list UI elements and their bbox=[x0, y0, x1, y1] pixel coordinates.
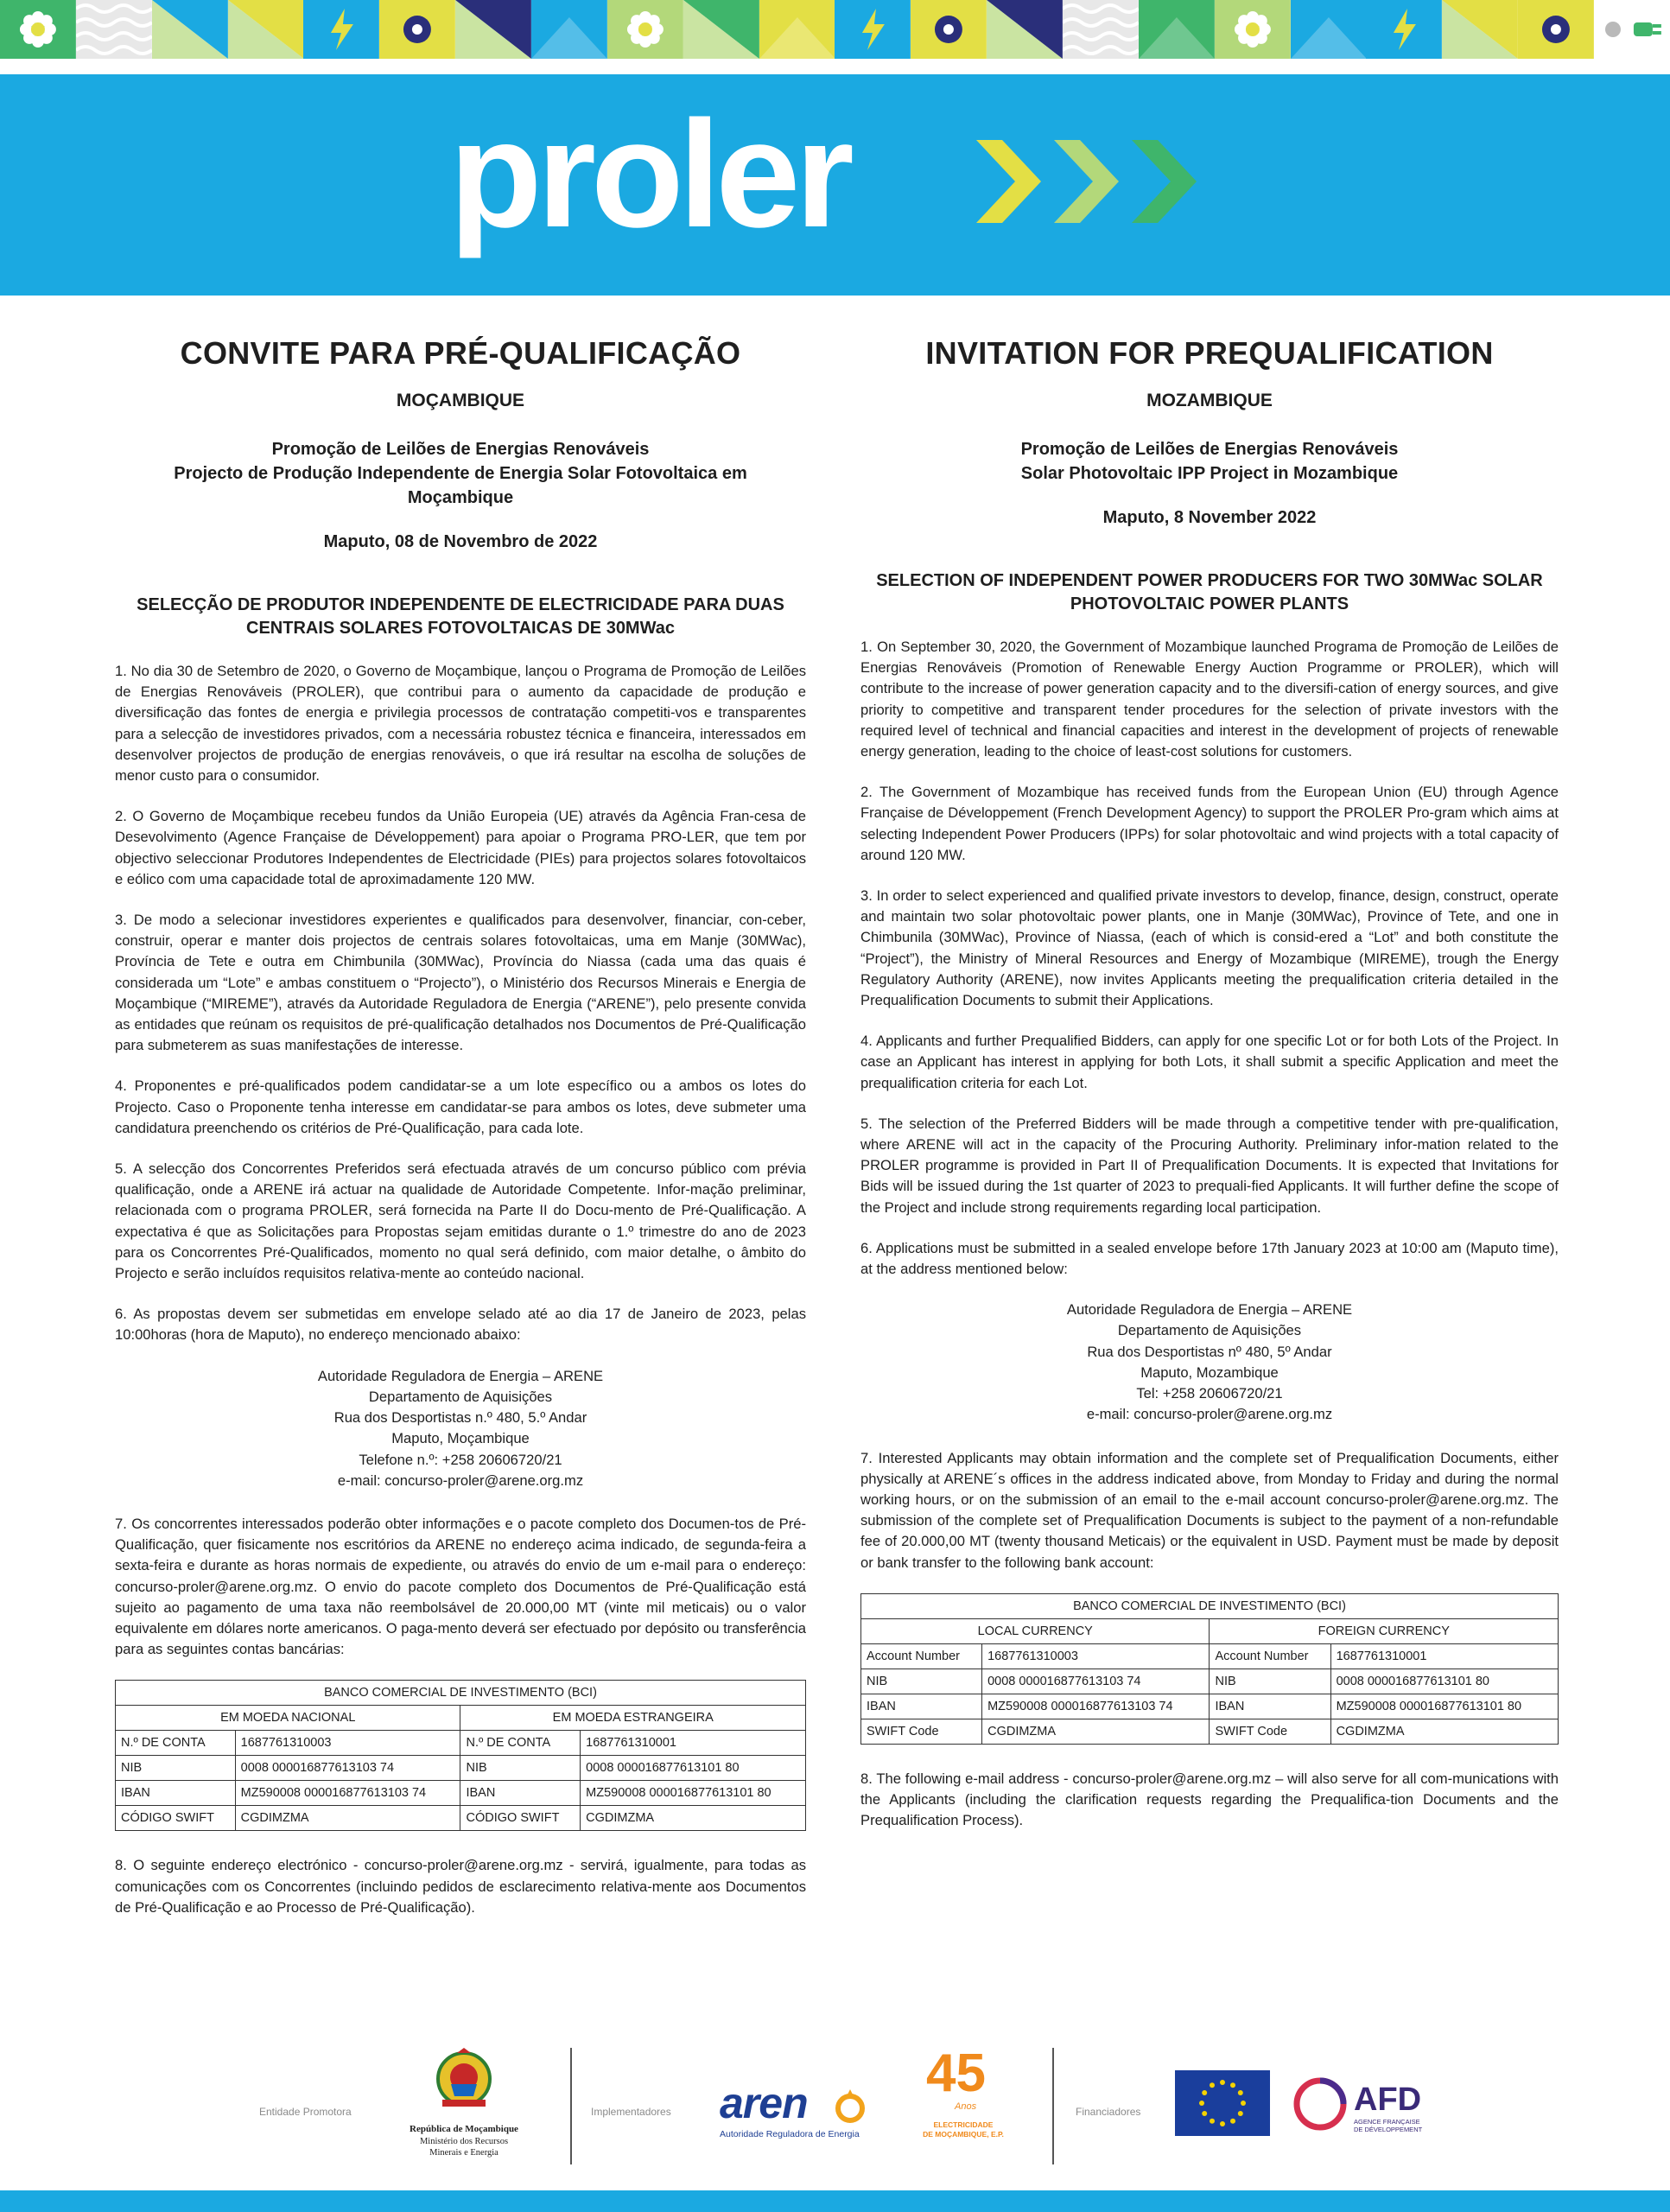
table-cell: N.º DE CONTA bbox=[460, 1731, 581, 1756]
flower-icon bbox=[1215, 0, 1291, 59]
en-address-line: Rua dos Desportistas nº 480, 5º Andar bbox=[1087, 1343, 1332, 1360]
foreign-currency-header: EM MOEDA ESTRANGEIRA bbox=[460, 1706, 806, 1731]
target-circle-icon bbox=[1518, 0, 1594, 59]
table-cell: 0008 000016877613103 74 bbox=[235, 1756, 460, 1781]
lightning-bolt-icon bbox=[303, 0, 379, 59]
mozambique-emblem-icon bbox=[434, 2046, 494, 2115]
afd-subtitle bbox=[1354, 2118, 1422, 2133]
waves-icon bbox=[76, 0, 152, 59]
table-cell: MZ590008 000016877613101 80 bbox=[1330, 1694, 1558, 1719]
table-cell: Account Number bbox=[861, 1643, 982, 1669]
color-block-icon bbox=[1291, 0, 1367, 59]
table-row bbox=[116, 1781, 806, 1806]
en-paragraph-7: 7. Interested Applicants may obtain information and the complete set of Prequalification Documents, either physically at ARENE´s offices in the address indicated above, from Monday to Friday and during the normal working hours, or on the submission of an email to the e-mail account concurso-proler@arene.org.mz. The submission of the complete set of Prequalification Documents is subject to the payment of a non-refundable fee of 20.000,00 MT (twenty thousand Meticais) or the equivalent in USD. Payment must be made by deposit or bank transfer to the following bank account: bbox=[860, 1449, 1559, 1571]
table-cell: N.º DE CONTA bbox=[116, 1731, 236, 1756]
triangle-pattern-icon bbox=[152, 0, 228, 59]
arene-sun-icon bbox=[831, 2088, 869, 2126]
table-cell: CÓDIGO SWIFT bbox=[460, 1806, 581, 1831]
pt-subtitle bbox=[115, 437, 806, 510]
en-country: MOZAMBIQUE bbox=[1146, 391, 1273, 410]
en-heading bbox=[860, 569, 1559, 616]
table-cell: CÓDIGO SWIFT bbox=[116, 1806, 236, 1831]
table-cell: IBAN bbox=[116, 1781, 236, 1806]
eu-flag-icon bbox=[1175, 2070, 1270, 2136]
ministry-line: Ministério dos Recursos bbox=[419, 2137, 509, 2146]
republic-label: República de Moçambique bbox=[410, 2124, 518, 2134]
pt-address-line: Departamento de Aquisições bbox=[368, 1388, 553, 1405]
divider bbox=[570, 2048, 572, 2164]
en-paragraph-5: 5. The selection of the Preferred Bidders will be made through a competitive tender with pre-qualification, where ARENE will act in the capacity of the Procuring Authority. Preliminary infor-mation related to the PROLER programme is provided in Part II of Prequalification Documents. It is expected that Invitations for Bids will be issued during the 1st quarter of 2023 to prequali-fied Applicants. It will further define the scope of the Project and include strong requirements regarding local participation. bbox=[860, 1115, 1559, 1216]
table-cell: Account Number bbox=[1210, 1643, 1330, 1669]
bottom-bar bbox=[0, 2190, 1670, 2212]
local-currency-header: LOCAL CURRENCY bbox=[861, 1618, 1210, 1643]
pt-address-block bbox=[115, 1366, 806, 1491]
table-cell: CGDIMZMA bbox=[581, 1806, 806, 1831]
pt-paragraph-8: 8. O seguinte endereço electrónico - concurso-proler@arene.org.mz - servirá, igualmente, para todas as comunicações com os Concorrentes (incluindo pedidos de esclarecimento relativa-mente aos Documentos de Pré-Qualificação e ao Processo de Pré-Qualificação). bbox=[115, 1857, 806, 1916]
en-address-line: Departamento de Aquisições bbox=[1117, 1322, 1302, 1339]
table-row bbox=[861, 1694, 1559, 1719]
en-address-email: e-mail: concurso-proler@arene.org.mz bbox=[1086, 1406, 1333, 1423]
pt-country: MOÇAMBIQUE bbox=[396, 391, 525, 410]
triangle-pattern-icon bbox=[987, 0, 1063, 59]
pt-paragraph-3: 3. De modo a selecionar investidores experientes e qualificados para desenvolver, financiar, con-ceber, construir, operar e manter dois projectos de centrais solares fotovoltaicas, uma em Manje (30MWac), Província de Tete e outra em Chimbunila (30MWac), Província do Niassa (cada uma das quais é considerada um “Lote” e ambas constituem o “Projecto”), o Ministério dos Recursos Minerais e Energia de Moçambique (“MIREME”), através da Autoridade Reguladora de Energia (“ARENE”), pelo presente convida as entidades que reúnam os requisitos de pré-qualificação detalhados nos Documentos de Pré-Qualificação para submeterem as suas manifestações de interesse. bbox=[115, 912, 806, 1054]
table-row bbox=[116, 1731, 806, 1756]
table-cell: CGDIMZMA bbox=[235, 1806, 460, 1831]
arene-subtitle: Autoridade Reguladora de Energia bbox=[720, 2129, 860, 2139]
pt-paragraph-5: 5. A selecção dos Concorrentes Preferidos será efectuada através de um concurso público com prévia qualificação, onde a ARENE irá actuar na qualidade de Autoridade Competente. Infor-mação preliminar, relacionada com o programa PROLER, será fornecida na Parte II do Docu-mento de Pré-Qualificação. A expectativa é que as Solicitações para Propostas sejam emitidas durante o 1.º trimestre do ano de 2023 para os Concorrentes Pré-Qualificados, momento no qual será definido, com maior detalhe, o âmbito do Projecto e serão incluídos requisitos relativa-mente ao conteúdo nacional. bbox=[115, 1160, 806, 1282]
lightning-bolt-icon bbox=[1366, 0, 1442, 59]
table-cell: 1687761310001 bbox=[581, 1731, 806, 1756]
flower-icon bbox=[607, 0, 683, 59]
edm-label bbox=[898, 2120, 1028, 2139]
english-column bbox=[860, 335, 1559, 1851]
en-subtitle-line: Promoção de Leilões de Energias Renováveis bbox=[1020, 440, 1399, 459]
en-subtitle-line: Solar Photovoltaic IPP Project in Mozambique bbox=[1020, 464, 1399, 483]
afd-subtitle-line: AGENCE FRANÇAISE bbox=[1354, 2118, 1420, 2126]
promoter-label: Entidade Promotora bbox=[259, 2106, 352, 2118]
pt-address-line: Maputo, Moçambique bbox=[391, 1430, 530, 1447]
plug-icon bbox=[1594, 0, 1670, 59]
pt-paragraph-7: 7. Os concorrentes interessados poderão obter informações e o pacote completo dos Documen-tos de Pré-Qualificação, quer fisicamente nos escritórios da ARENE no endereço acima indicado, de segunda-feira a sexta-feira e durante as horas normais de expediente, ou através do envio de um e-mail para o endereço: concurso-proler@arene.org.mz. O envio do pacote completo dos Documentos de Pré-Qualificação está sujeito ao pagamento de uma taxa não reembolsável de 20.000,00 MT (vinte mil meticais) ou o valor equivalente em dólares norte americanos. O paga-mento deverá ser efectuado por depósito ou transferência para as seguintes contas bancárias: bbox=[115, 1515, 806, 1658]
table-cell: 1687761310003 bbox=[982, 1643, 1210, 1669]
triangle-pattern-icon bbox=[455, 0, 531, 59]
triangle-pattern-icon bbox=[1442, 0, 1518, 59]
triangle-pattern-icon bbox=[228, 0, 304, 59]
en-address-line: Maputo, Mozambique bbox=[1140, 1363, 1279, 1381]
table-cell: MZ590008 000016877613101 80 bbox=[581, 1781, 806, 1806]
table-row bbox=[116, 1806, 806, 1831]
en-address-line: Tel: +258 20606720/21 bbox=[1136, 1385, 1283, 1402]
afd-ring-icon bbox=[1290, 2074, 1350, 2134]
table-cell: MZ590008 000016877613103 74 bbox=[982, 1694, 1210, 1719]
color-block-icon bbox=[759, 0, 835, 59]
table-row bbox=[116, 1756, 806, 1781]
decorative-pattern-strip bbox=[0, 0, 1670, 59]
waves-icon bbox=[1063, 0, 1139, 59]
table-cell: NIB bbox=[460, 1756, 581, 1781]
table-cell: 1687761310001 bbox=[1330, 1643, 1558, 1669]
table-row bbox=[861, 1643, 1559, 1669]
bank-title: BANCO COMERCIAL DE INVESTIMENTO (BCI) bbox=[861, 1593, 1559, 1618]
foreign-currency-header: FOREIGN CURRENCY bbox=[1210, 1618, 1559, 1643]
en-paragraph-3: 3. In order to select experienced and qualified private investors to develop, finance, design, construct, operate and maintain two solar photovoltaic power plants, one in Manje (30MWac), Province of Tete, and one in Chimbunila (30MWac), Province of Niassa, (each of which is consid-ered a “Lot” and both constitute the “Project”), the Ministry of Mineral Resources and Energy of Mozambique (MIREME), trough the Energy Regulatory Authority (ARENE), now invites Applicants meeting the prequalification criteria detailed in the Prequalification Documents to submit their Applications. bbox=[860, 887, 1559, 1009]
edm-line: ELECTRICIDADE bbox=[933, 2120, 994, 2129]
pt-heading-line: CENTRAIS SOLARES FOTOVOLTAICAS DE 30MWac bbox=[246, 619, 675, 638]
table-cell: IBAN bbox=[861, 1694, 982, 1719]
implementers-label: Implementadores bbox=[591, 2106, 671, 2118]
edm-45-logo: 45 bbox=[926, 2044, 986, 2103]
table-cell: SWIFT Code bbox=[861, 1719, 982, 1744]
pt-subtitle-line: Moçambique bbox=[407, 488, 514, 507]
ministry-line: Minerais e Energia bbox=[429, 2148, 498, 2158]
pt-address-email: e-mail: concurso-proler@arene.org.mz bbox=[337, 1471, 584, 1489]
local-currency-header: EM MOEDA NACIONAL bbox=[116, 1706, 460, 1731]
chevron-arrows-icon bbox=[972, 130, 1222, 233]
table-cell: CGDIMZMA bbox=[982, 1719, 1210, 1744]
edm-anos-label: Anos bbox=[955, 2101, 977, 2112]
en-paragraph-8: 8. The following e-mail address - concurso-proler@arene.org.mz – will also serve for all com-munications with the Applicants (including the clarification requests regarding the Prequalifica-tion Documents and the Prequalification Process). bbox=[860, 1770, 1559, 1829]
en-paragraph-6: 6. Applications must be submitted in a sealed envelope before 17th January 2023 at 10:00 am (Maputo time), at the address mentioned below: bbox=[860, 1239, 1559, 1278]
flower-icon bbox=[0, 0, 76, 59]
bank-title: BANCO COMERCIAL DE INVESTIMENTO (BCI) bbox=[116, 1681, 806, 1706]
pt-subtitle-line: Promoção de Leilões de Energias Renováveis bbox=[271, 440, 650, 459]
pt-paragraph-4: 4. Proponentes e pré-qualificados podem candidatar-se a um lote específico ou a ambos os lotes do Projecto. Caso o Proponente tenha interesse em candidatar-se para ambos os lotes, deve submeter uma candidatura preenchendo os critérios de Pré-Qualificação, para cada lote. bbox=[115, 1077, 806, 1136]
table-row bbox=[861, 1719, 1559, 1744]
en-address-line: Autoridade Reguladora de Energia – ARENE bbox=[1066, 1301, 1353, 1319]
table-cell: IBAN bbox=[1210, 1694, 1330, 1719]
financers-label: Financiadores bbox=[1076, 2106, 1141, 2118]
table-cell: SWIFT Code bbox=[1210, 1719, 1330, 1744]
en-paragraph-1: 1. On September 30, 2020, the Government of Mozambique launched Programa de Promoção de Leilões de Energias Renováveis (Promotion of Renewable Energy Auction Programme or PROLER), which will contribute to the increase of power generation capacity and to the diversifi-cation of energy sources, and give priority to competitive and transparent tender procedures for the selection of private investors with the required level of technical and financial capacities and interest in the development of projects of renewable energy generation, leading to the choice of least-cost solutions for customers. bbox=[860, 639, 1559, 760]
pt-subtitle-line: Projecto de Produção Independente de Energia Solar Fotovoltaica em bbox=[174, 464, 747, 483]
edm-line: DE MOÇAMBIQUE, E.P. bbox=[923, 2130, 1004, 2139]
arene-logo-text: aren bbox=[720, 2079, 808, 2127]
afd-subtitle-line: DE DÉVELOPPEMENT bbox=[1354, 2126, 1423, 2133]
pt-address-line: Telefone n.º: +258 20606720/21 bbox=[359, 1451, 562, 1468]
pt-paragraph-6: 6. As propostas devem ser submetidas em envelope selado até ao dia 17 de Janeiro de 2023, pelas 10:00horas (hora de Maputo), no endereço mencionado abaixo: bbox=[115, 1306, 806, 1344]
en-paragraph-2: 2. The Government of Mozambique has received funds from the European Union (EU) through Agence Française de Développement (French Development Agency) to support the PROLER Pro-gram which aims at selecting Independent Power Producers (IPPs) for solar photovoltaic and wind projects with a total capacity of around 120 MW. bbox=[860, 784, 1559, 863]
pt-address-line: Autoridade Reguladora de Energia – ARENE bbox=[317, 1367, 604, 1384]
pt-bank-table bbox=[115, 1680, 806, 1831]
en-heading-line: SELECTION OF INDEPENDENT POWER PRODUCERS FOR TWO 30MWac SOLAR bbox=[876, 571, 1543, 590]
en-paragraph-4: 4. Applicants and further Prequalified Bidders, can apply for one specific Lot or for both Lots of the Project. In case an Applicant has interest in applying for both Lots, it shall submit a specific Application and meet the prequalification criteria for each Lot. bbox=[860, 1033, 1559, 1091]
divider bbox=[1052, 2048, 1054, 2164]
pt-date: Maputo, 08 de Novembro de 2022 bbox=[323, 532, 598, 551]
proler-logo-text: proler bbox=[449, 90, 849, 259]
pt-paragraph-1: 1. No dia 30 de Setembro de 2020, o Governo de Moçambique, lançou o Programa de Promoção de Leilões de Energias Renováveis (PROLER), que contribui para o aumento da capacidade de produção e diversificação das fontes de energia e privilegia processos de contratação competiti-vos e transparentes para a selecção de investidores privados, com a necessária robustez técnica e financeira, interessados em desenvolver projectos de produção de energias renováveis, o que irá resultar na escolha de soluções de menor custo para o consumidor. bbox=[115, 663, 806, 785]
table-cell: NIB bbox=[1210, 1669, 1330, 1694]
table-row bbox=[861, 1669, 1559, 1694]
color-block-icon bbox=[1139, 0, 1215, 59]
table-cell: CGDIMZMA bbox=[1330, 1719, 1558, 1744]
en-date: Maputo, 8 November 2022 bbox=[1102, 508, 1317, 527]
table-cell: NIB bbox=[116, 1756, 236, 1781]
en-title: INVITATION FOR PREQUALIFICATION bbox=[925, 335, 1494, 371]
table-cell: 1687761310003 bbox=[235, 1731, 460, 1756]
lightning-bolt-icon bbox=[835, 0, 911, 59]
ministry-label bbox=[399, 2136, 529, 2158]
target-circle-icon bbox=[911, 0, 987, 59]
pt-heading-line: SELECÇÃO DE PRODUTOR INDEPENDENTE DE ELECTRICIDADE PARA DUAS bbox=[137, 595, 784, 614]
table-cell: MZ590008 000016877613103 74 bbox=[235, 1781, 460, 1806]
table-cell: NIB bbox=[861, 1669, 982, 1694]
portuguese-column bbox=[115, 335, 806, 1938]
en-subtitle bbox=[860, 437, 1559, 486]
footer-logos bbox=[0, 2039, 1670, 2190]
triangle-pattern-icon bbox=[683, 0, 759, 59]
table-cell: IBAN bbox=[460, 1781, 581, 1806]
table-cell: 0008 000016877613101 80 bbox=[1330, 1669, 1558, 1694]
en-address-block bbox=[860, 1300, 1559, 1425]
pt-title: CONVITE PARA PRÉ-QUALIFICAÇÃO bbox=[180, 335, 741, 371]
table-cell: 0008 000016877613103 74 bbox=[982, 1669, 1210, 1694]
color-block-icon bbox=[531, 0, 607, 59]
pt-heading bbox=[115, 594, 806, 640]
en-bank-table bbox=[860, 1593, 1559, 1745]
afd-logo-text: AFD bbox=[1354, 2082, 1422, 2118]
target-circle-icon bbox=[379, 0, 455, 59]
pt-paragraph-2: 2. O Governo de Moçambique recebeu fundos da União Europeia (UE) através da Agência Fran-cesa de Desevolvimento (Agence Française de Développement) para apoiar o Programa PRO-LER, que tem por objectivo seleccionar Produtores Independentes de Electricidade (PIEs) para projectos solares fotovoltaicos e eólico com uma capacidade total de aproximadamente 120 MW. bbox=[115, 808, 806, 887]
en-heading-line: PHOTOVOLTAIC POWER PLANTS bbox=[1070, 594, 1349, 613]
pt-address-line: Rua dos Desportistas n.º 480, 5.º Andar bbox=[333, 1409, 587, 1427]
table-cell: 0008 000016877613101 80 bbox=[581, 1756, 806, 1781]
